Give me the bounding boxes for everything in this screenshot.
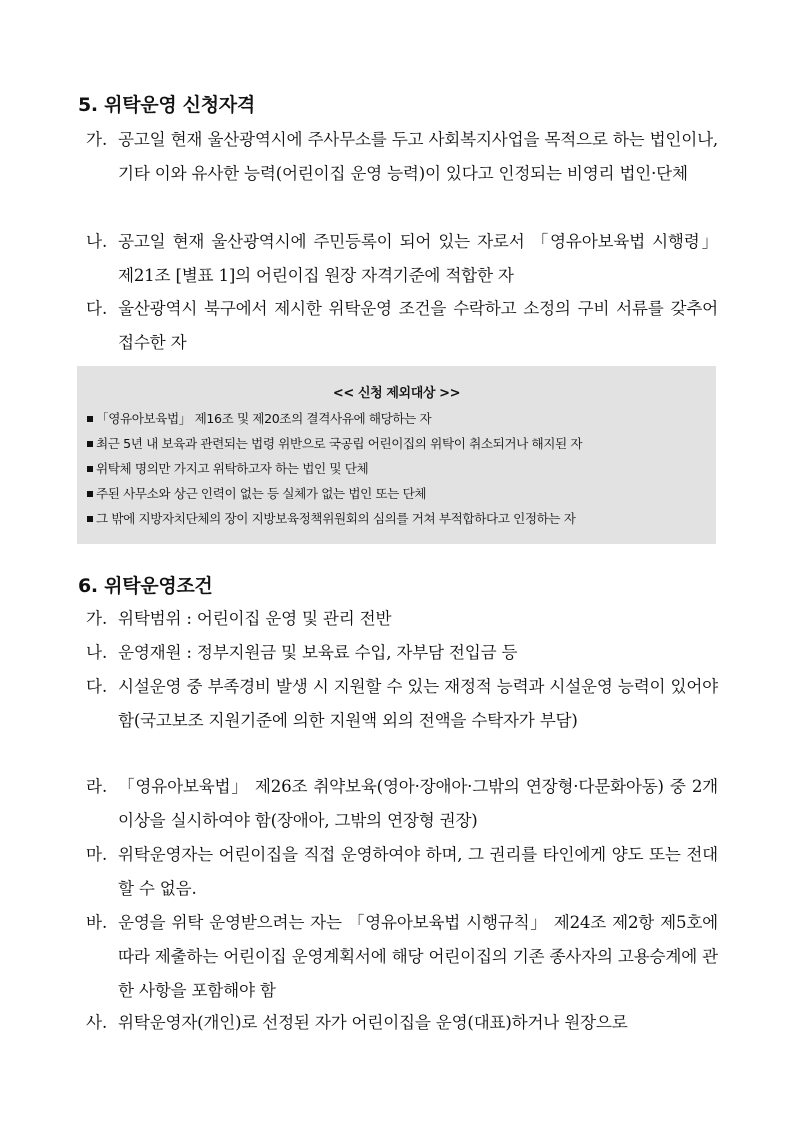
- exclusion-item: 주된 사무소와 상근 인력이 없는 등 실체가 없는 법인 또는 단체: [87, 483, 426, 502]
- item-text: 공고일 현재 울산광역시에 주사무소를 두고 사회복지사업을 목적으로 하는 법인이나, 기타 이와 유사한 능력(어린이집 운영 능력)이 있다고 인정되는 비영리 법인·단체: [118, 130, 718, 183]
- item-text: 위탁운영자는 어린이집을 직접 운영하여야 하며, 그 권리를 타인에게 양도 또는 전대할 수 없음.: [118, 845, 718, 898]
- exclusion-item: 위탁체 명의만 가지고 위탁하고자 하는 법인 및 단체: [87, 458, 368, 477]
- section-5-item-ga: [86, 123, 718, 191]
- exclusion-title: << 신청 제외대상 >>: [332, 386, 461, 401]
- item-text: 위탁범위 : 어린이집 운영 및 관리 전반: [118, 609, 392, 628]
- item-text: 위탁운영자(개인)로 선정된 자가 어린이집을 운영(대표)하거나 원장으로: [118, 1013, 628, 1032]
- bullet-icon: [87, 491, 93, 497]
- item-text: 「영유아보육법」 제26조 취약보육(영아·장애아·그밖의 연장형·다문화아동) 중 2개 이상을 실시하여야 함(장애아, 그밖의 연장형 권장): [118, 777, 718, 830]
- bullet-icon: [87, 466, 93, 472]
- bullet-icon: [87, 441, 93, 447]
- exclusion-item: 그 밖에 지방자치단체의 장이 지방보육정책위원회의 심의를 거쳐 부적합하다고 인정하는 자: [87, 508, 576, 527]
- section-6-item-ma: [86, 838, 718, 906]
- item-label: 마.: [86, 845, 108, 864]
- item-label: 다.: [86, 677, 108, 696]
- section-6-heading: 6. 위탁운영조건: [78, 575, 213, 597]
- exclusion-box: [77, 366, 716, 544]
- item-label: 다.: [86, 299, 108, 318]
- exclusion-item: 최근 5년 내 보육과 관련되는 법령 위반으로 국공립 어린이집의 위탁이 취소되거나 해지된 자: [87, 433, 582, 452]
- item-text: 운영을 위탁 운영받으려는 자는 「영유아보육법 시행규칙」 제24조 제2항 제5호에 따라 제출하는 어린이집 운영계획서에 해당 어린이집의 기존 종사자의 고용승계에 관한 사항을 포함해야 함: [118, 913, 718, 1000]
- exclusion-item: 「영유아보육법」 제16조 및 제20조의 결격사유에 해당하는 자: [87, 408, 431, 427]
- section-6-item-na: [86, 636, 718, 670]
- bullet-icon: [87, 416, 93, 422]
- item-label: 나.: [86, 232, 108, 251]
- section-6-item-ra: [86, 770, 718, 838]
- item-text: 울산광역시 북구에서 제시한 위탁운영 조건을 수락하고 소정의 구비 서류를 갖추어 접수한 자: [118, 299, 718, 352]
- bullet-icon: [87, 516, 93, 522]
- item-label: 나.: [86, 643, 108, 662]
- item-text: 공고일 현재 울산광역시에 주민등록이 되어 있는 자로서 「영유아보육법 시행령」 제21조 [별표 1]의 어린이집 원장 자격기준에 적합한 자: [118, 232, 718, 285]
- section-5-item-na: [86, 225, 718, 293]
- section-6-item-sa: [86, 1006, 718, 1040]
- item-text: 시설운영 중 부족경비 발생 시 지원할 수 있는 재정적 능력과 시설운영 능력이 있어야 함(국고보조 지원기준에 의한 지원액 외의 전액을 수탁자가 부담): [118, 677, 718, 730]
- item-label: 라.: [86, 777, 108, 796]
- section-6-item-ga: [86, 602, 718, 636]
- item-label: 가.: [86, 130, 108, 149]
- section-5-heading: 5. 위탁운영 신청자격: [78, 94, 255, 116]
- section-6-item-ba: [86, 906, 718, 1008]
- item-label: 사.: [86, 1013, 108, 1032]
- item-label: 바.: [86, 913, 108, 932]
- item-text: 운영재원 : 정부지원금 및 보육료 수입, 자부담 전입금 등: [118, 643, 518, 662]
- item-label: 가.: [86, 609, 108, 628]
- section-5-item-da: [86, 292, 718, 360]
- section-6-item-da: [86, 670, 718, 738]
